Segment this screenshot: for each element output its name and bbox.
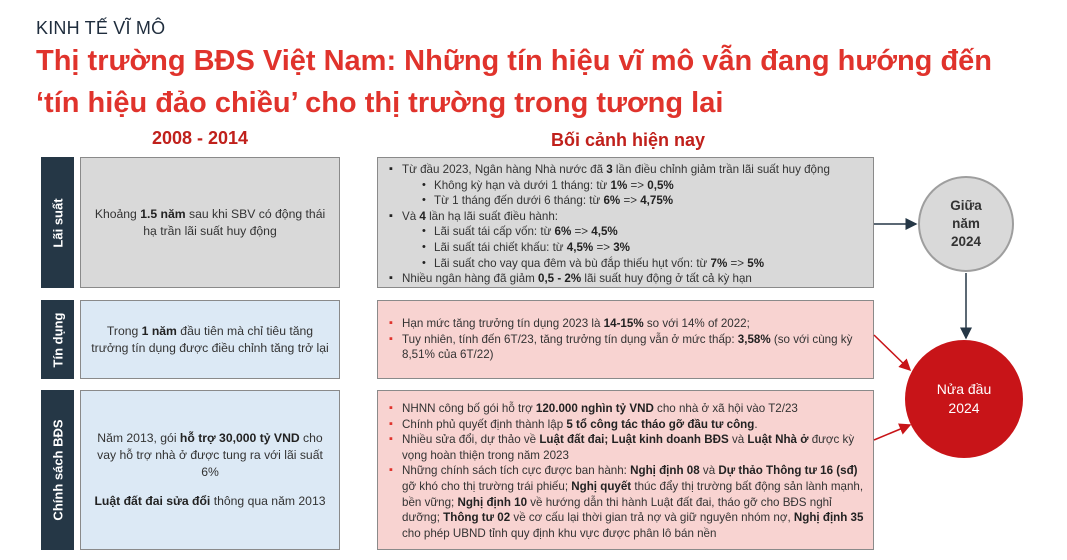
milestone-text: 2024 xyxy=(950,234,982,249)
right-box-chinh-sach xyxy=(377,390,874,550)
sub-bullet-item: • Từ 1 tháng đến dưới 6 tháng: từ 6% => 4,75% xyxy=(386,193,865,209)
title-line-2: ‘tín hiệu đảo chiều’ cho thị trường trong tương lai xyxy=(36,87,724,119)
column-header-current: Bối cảnh hiện nay xyxy=(550,130,706,150)
row-label-tin-dung xyxy=(41,300,74,379)
arrow-credit-to-half xyxy=(874,335,910,370)
left-box-tin-dung xyxy=(80,300,340,379)
sub-bullet-item: • Lãi suất tái cấp vốn: từ 6% => 4,5% xyxy=(386,224,865,240)
bullet-item: ▪ Những chính sách tích cực được ban hành: Nghị định 08 và Dự thảo Thông tư 16 (sđ) gỡ khó cho thị trường trái phiếu; Nghị quyết thúc đẩy thị trường bất động sản lành mạnh, bền vững; Nghị định 10 về hướng dẫn thi hành Luật đất đai, tháo gỡ cho BĐS nghỉ dưỡng; Thông tư 02 về cơ cấu lại thời gian trả nợ và giữ nguyên nhóm nợ, Nghị định 35 cho phép UBND tỉnh quy định khu vực được phân lô bán nền xyxy=(386,463,865,541)
section-kicker: KINH TẾ VĨ MÔ xyxy=(36,18,166,38)
bullet-item: ▪ Nhiều sửa đổi, dự thảo về Luật đất đai; Luật kinh doanh BĐS và Luật Nhà ở được kỳ vọng hoàn thiện trong năm 2023 xyxy=(386,432,865,463)
sub-bullet-item: • Lãi suất cho vay qua đêm và bù đắp thiếu hụt vốn: từ 7% => 5% xyxy=(386,256,865,272)
left-text-chinh-sach-1: Năm 2013, gói hỗ trợ 30,000 tỷ VND cho vay hỗ trợ nhà ở được tung ra với lãi suất 6% xyxy=(97,431,323,479)
left-box-chinh-sach xyxy=(80,390,340,550)
left-text-lai-suat: Khoảng 1.5 năm sau khi SBV có động thái hạ trần lãi suất huy động xyxy=(94,206,326,238)
milestone-first-half-2024 xyxy=(905,340,1023,458)
column-header-period: 2008 - 2014 xyxy=(151,128,249,148)
arrow-policy-to-half xyxy=(874,425,910,440)
row-label-lai-suat xyxy=(41,157,74,288)
right-box-lai-suat xyxy=(377,157,874,288)
row-label-text: Lãi suất xyxy=(50,197,65,248)
sub-bullet-item: • Không kỳ hạn và dưới 1 tháng: từ 1% => 0,5% xyxy=(386,178,865,194)
left-box-lai-suat xyxy=(80,157,340,288)
milestone-text: 2024 xyxy=(948,400,980,416)
milestone-text: Nửa đầu xyxy=(936,381,992,397)
milestone-text: năm xyxy=(952,216,980,231)
left-text-tin-dung: Trong 1 năm đầu tiên mà chỉ tiêu tăng trưởng tín dụng được điều chỉnh tăng trở lại xyxy=(91,323,329,355)
bullet-item: ▪ Nhiều ngân hàng đã giảm 0,5 - 2% lãi suất huy động ở tất cả kỳ hạn xyxy=(386,271,865,287)
page-title xyxy=(36,40,1046,124)
bullet-item: ▪ Từ đầu 2023, Ngân hàng Nhà nước đã 3 lần điều chỉnh giảm trần lãi suất huy động xyxy=(386,162,865,178)
bullet-item: ▪ Và 4 lần hạ lãi suất điều hành: xyxy=(386,209,865,225)
sub-bullet-item: • Lãi suất tái chiết khấu: từ 4,5% => 3% xyxy=(386,240,865,256)
milestone-mid-2024 xyxy=(918,176,1014,272)
row-label-text: Chính sách BĐS xyxy=(50,419,65,521)
milestone-text: Giữa xyxy=(950,198,982,213)
bullet-item: ▪ NHNN công bố gói hỗ trợ 120.000 nghìn tỷ VND cho nhà ở xã hội vào T2/23 xyxy=(386,401,865,417)
bullet-item: ▪ Hạn mức tăng trưởng tín dụng 2023 là 14-15% so với 14% of 2022; xyxy=(386,316,865,332)
bullet-item: ▪ Chính phủ quyết định thành lập 5 tổ công tác tháo gỡ đầu tư công. xyxy=(386,417,865,433)
row-label-chinh-sach xyxy=(41,390,74,550)
title-line-1: Thị trường BĐS Việt Nam: Những tín hiệu vĩ mô vẫn đang hướng đến xyxy=(36,45,992,77)
right-box-tin-dung xyxy=(377,300,874,379)
row-label-text: Tín dụng xyxy=(50,312,65,367)
left-text-chinh-sach-2: Luật đất đai sửa đổi thông qua năm 2013 xyxy=(94,494,326,508)
bullet-item: ▪ Tuy nhiên, tính đến 6T/23, tăng trưởng tín dụng vẫn ở mức thấp: 3,58% (so với cùng kỳ 8,51% của 6T/22) xyxy=(386,332,865,363)
